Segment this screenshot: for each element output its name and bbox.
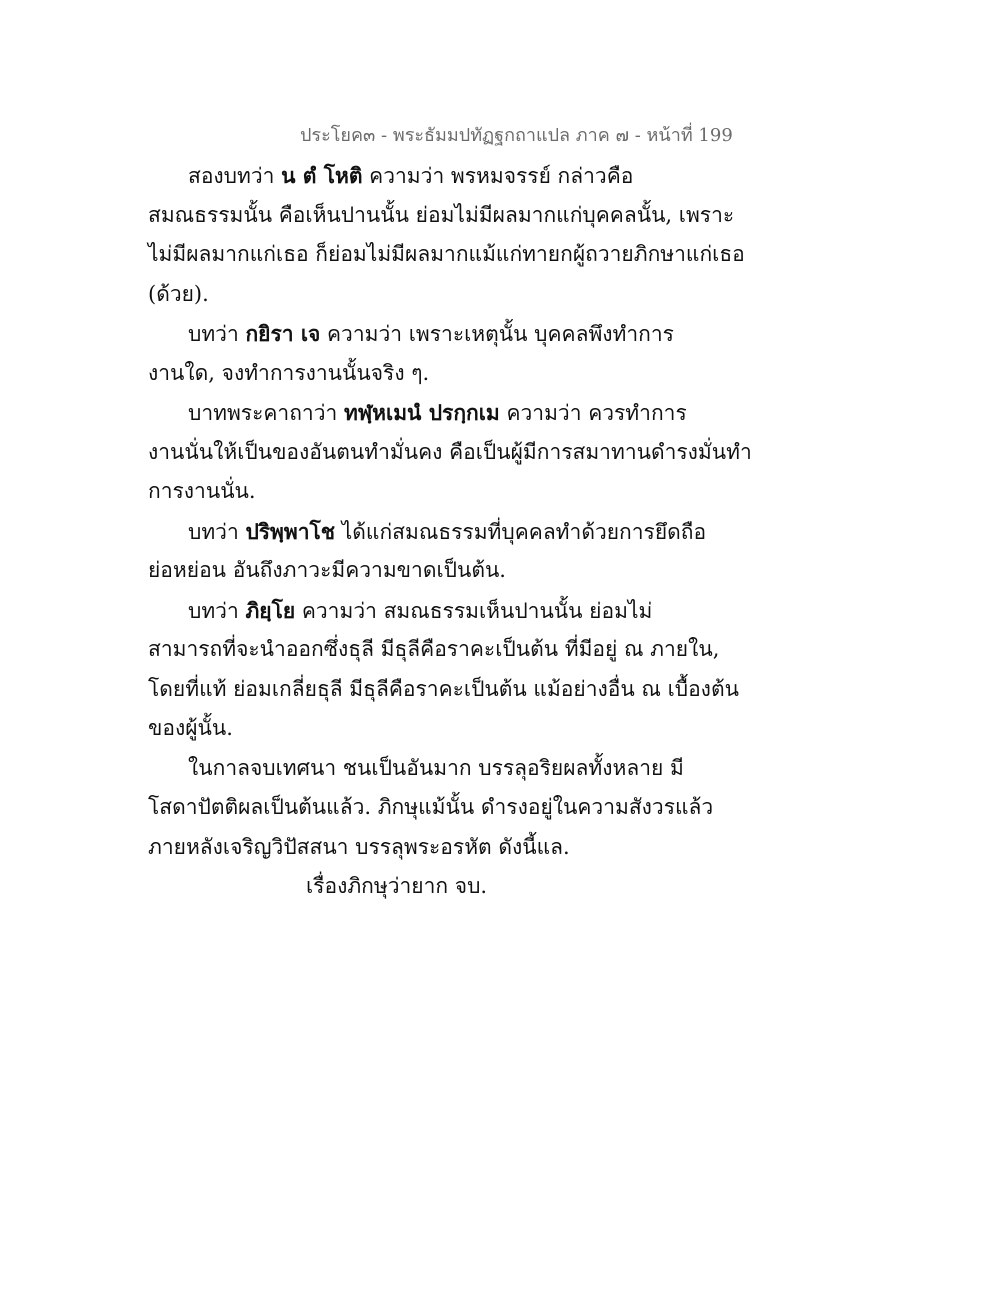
paragraph-3-line-2: งานนั่นให้เป็นของอันตนทำมั่นคง คือเป็นผู้มีการสมาทานดำรงมั่นทำ bbox=[148, 439, 752, 464]
pali-term: ภิยฺโย bbox=[245, 597, 296, 623]
paragraph-4-line-2: ย่อหย่อน อันถึงภาวะมีความขาดเป็นต้น. bbox=[148, 558, 506, 582]
paragraph-6-line-2: โสดาปัตติผลเป็นต้นแล้ว. ภิกษุแม้นั้น ดำรงอยู่ในความสังวรแล้ว bbox=[148, 795, 714, 819]
paragraph-5-line-1 bbox=[148, 591, 708, 631]
paragraph-5-line-2: สามารถที่จะนำออกซึ่งธุลี มีธุลีคือราคะเป็นต้น ที่มีอยู่ ณ ภายใน, bbox=[148, 637, 720, 661]
paragraph-5-line-3: โดยที่แท้ ย่อมเกลี่ยธุลี มีธุลีคือราคะเป็นต้น แม้อย่างอื่น ณ เบื้องต้น bbox=[148, 676, 739, 701]
pali-term: กยิรา เจ bbox=[245, 321, 321, 346]
paragraph-3-line-3: การงานนั่น. bbox=[148, 479, 256, 503]
body-text bbox=[148, 156, 752, 907]
story-end-line: เรื่องภิกษุว่ายาก จบ. bbox=[306, 874, 488, 898]
text-run: ความว่า พรหมจรรย์ กล่าวคือ bbox=[362, 164, 634, 188]
text-run: บทว่า bbox=[188, 519, 246, 544]
text-run: สองบทว่า bbox=[188, 164, 282, 188]
paragraph-2-line-1 bbox=[148, 314, 708, 354]
paragraph-1-line-1 bbox=[148, 156, 708, 196]
paragraph-3-line-1 bbox=[148, 393, 708, 433]
paragraph-6-line-3: ภายหลังเจริญวิปัสสนา บรรลุพระอรหัต ดังนี้แล. bbox=[148, 834, 570, 859]
pali-term: น ตํ โหติ bbox=[281, 163, 363, 188]
paragraph-1-line-3: ไม่มีผลมากแก่เธอ ก็ย่อมไม่มีผลมากแม้แก่ทายกผู้ถวายภิกษาแก่เธอ bbox=[148, 242, 745, 266]
paragraph-1-line-4: (ด้วย). bbox=[148, 281, 209, 306]
pali-term: ปริพฺพาโช bbox=[245, 518, 336, 544]
text-run: บทว่า bbox=[188, 598, 246, 623]
text-run: ความว่า เพราะเหตุนั้น บุคคลพึงทำการ bbox=[320, 322, 674, 346]
paragraph-4-line-1 bbox=[148, 512, 708, 552]
text-run: ความว่า ควรทำการ bbox=[499, 401, 687, 425]
running-header: ประโยค๓ - พระธัมมปทัฏฐกถาแปล ภาค ๗ - หน้าที่ 199 bbox=[300, 125, 733, 146]
paragraph-6-line-1: ในกาลจบเทศนา ชนเป็นอันมาก บรรลุอริยผลทั้งหลาย มี bbox=[188, 755, 684, 780]
paragraph-2-line-2: งานใด, จงทำการงานนั้นจริง ๆ. bbox=[148, 360, 430, 385]
paragraph-1-line-2: สมณธรรมนั้น คือเห็นปานนั้น ย่อมไม่มีผลมากแก่บุคคลนั้น, เพราะ bbox=[148, 202, 735, 227]
text-run: ความว่า สมณธรรมเห็นปานนั้น ย่อมไม่ bbox=[295, 598, 653, 623]
paragraph-5-line-4: ของผู้นั้น. bbox=[148, 716, 233, 740]
text-run: บาทพระคาถาว่า bbox=[188, 401, 344, 425]
text-run: บทว่า bbox=[188, 322, 246, 346]
pali-term: ทฬฺหเมนํ ปรกฺกเม bbox=[343, 400, 500, 425]
text-run: ได้แก่สมณธรรมที่บุคคลทำด้วยการยึดถือ bbox=[335, 519, 707, 544]
